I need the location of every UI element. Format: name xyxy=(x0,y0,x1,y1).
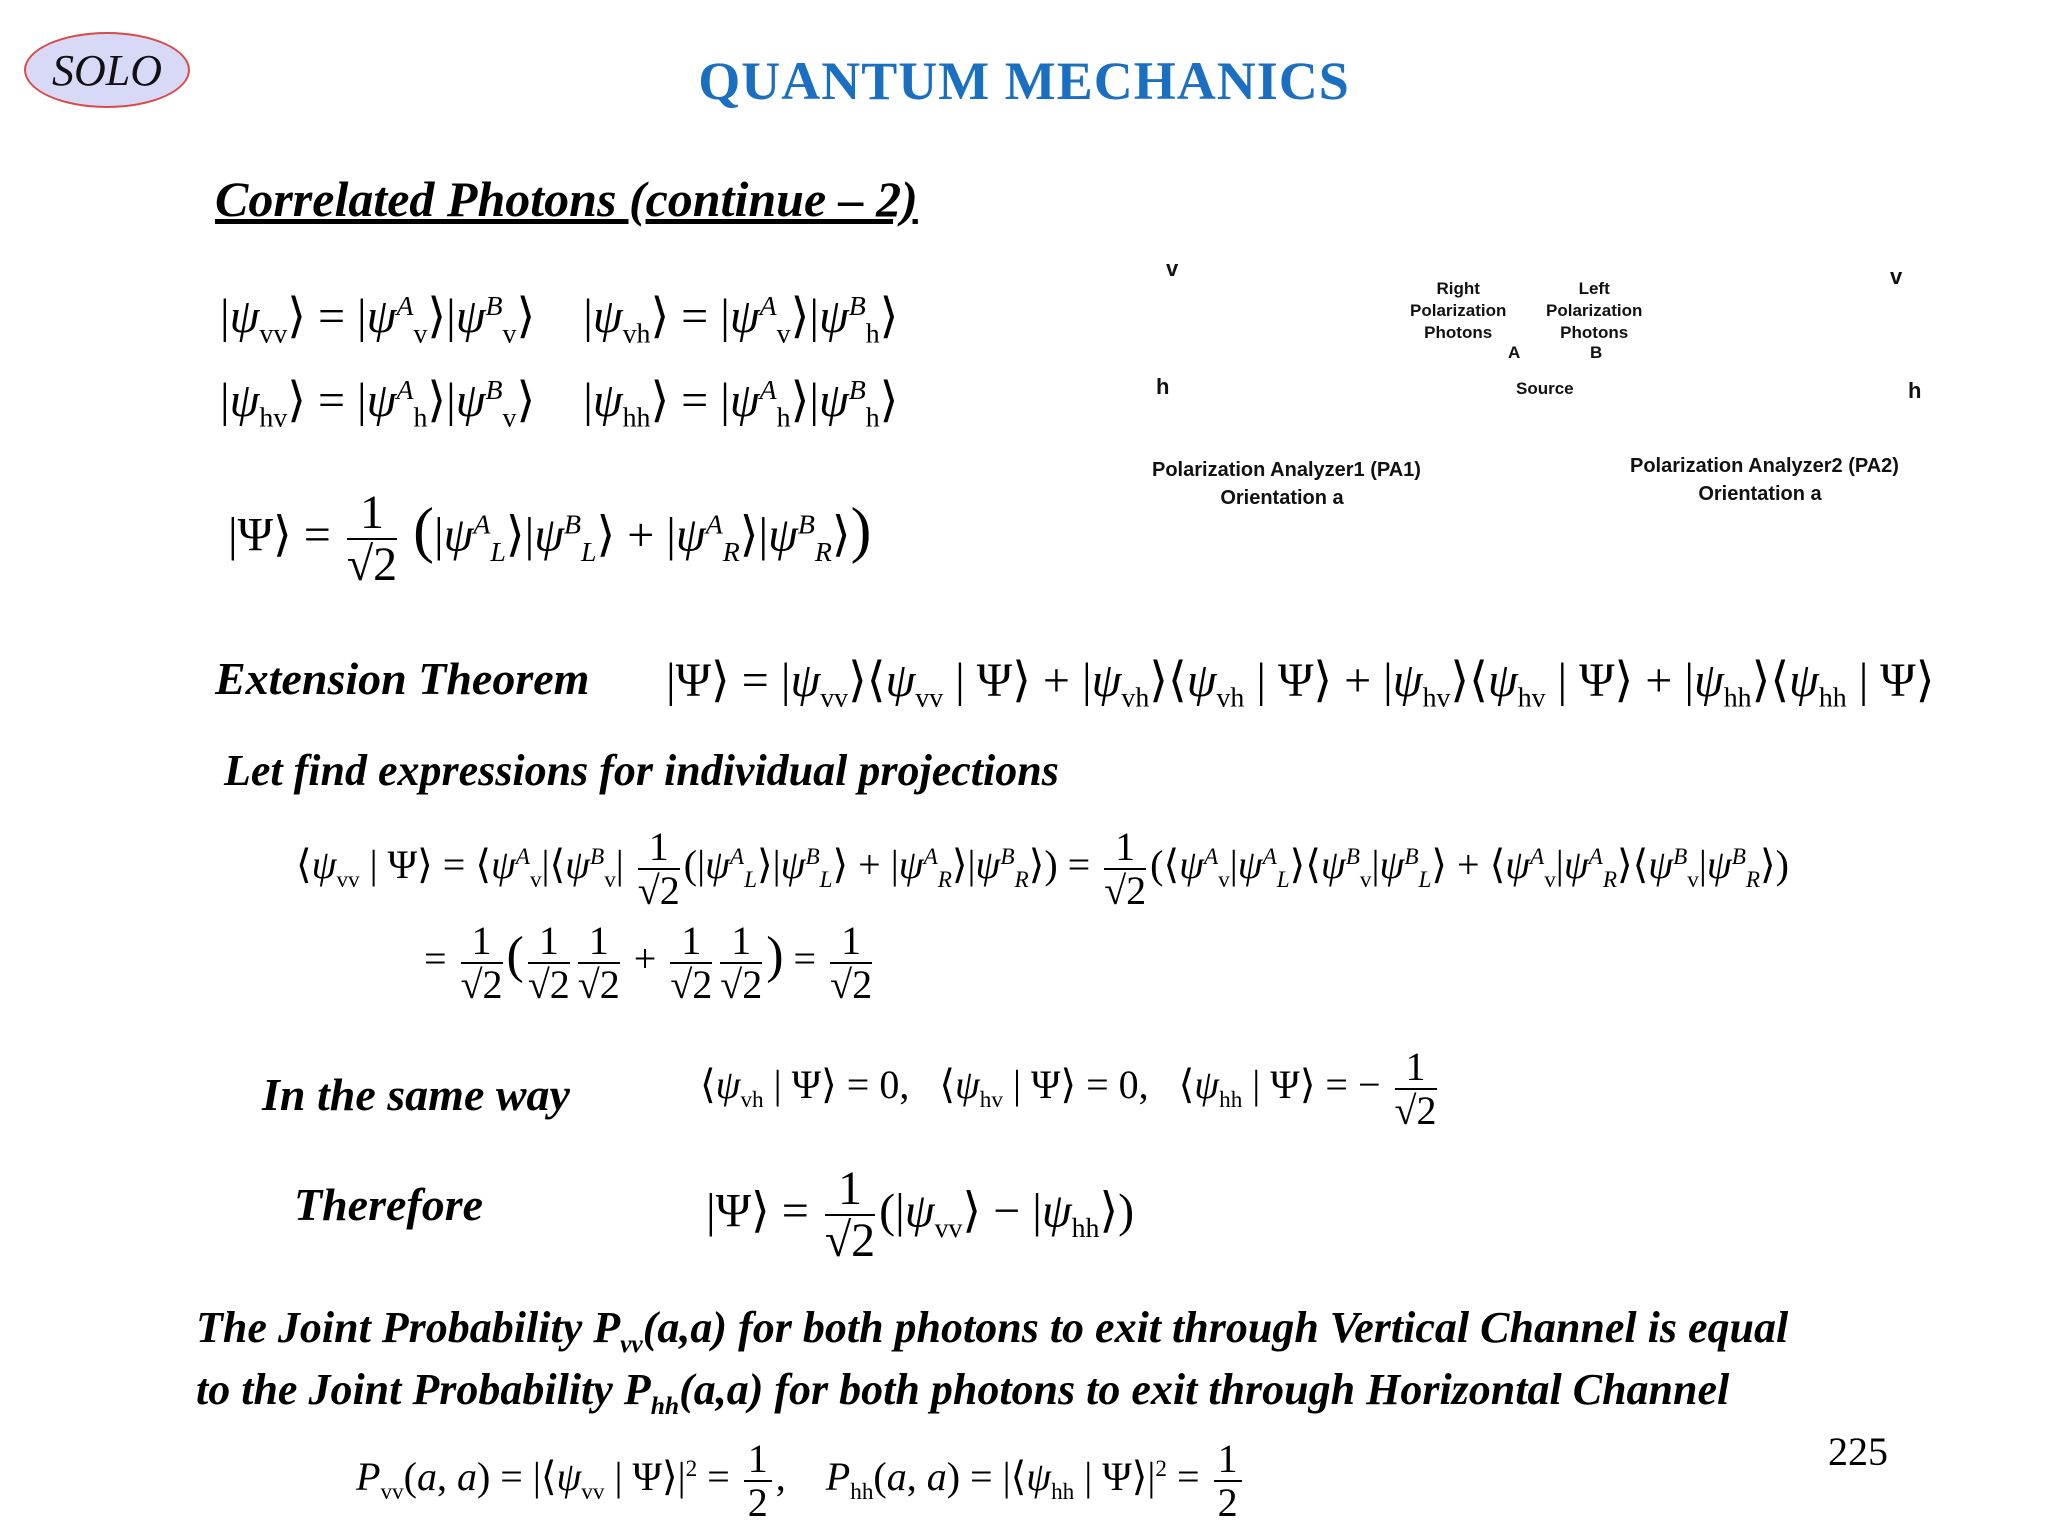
equation-extension-theorem: |Ψ⟩ = $|\psi_{vv}⟩⟨\psi_{vv}$ | Ψ⟩ + $|\psi_{vh}⟩⟨\psi_{vh}$ | Ψ⟩ + $|\psi_{hv}⟩⟨\psi_{hv}$ | Ψ⟩ + $|\psi_{hh}⟩⟨\psi_{hh}$ | Ψ⟩ xyxy=(666,654,1935,714)
equation-projection-vv: $⟨\psi_{vv}$ | Ψ⟩ = $⟨\psi^A_v|⟨\psi^B_v|$ $\frac{1}{√2}$ ($|\psi^A_L⟩|\psi^B_L⟩$ + $|\psi^A_R⟩|\psi^B_R⟩$) = $\frac{1}{√2}$ ($⟨\psi^A_v|\psi^A_L⟩⟨\psi^B_v|\psi^B_L⟩$ + $⟨\psi^A_v|\psi^A_R⟩⟨\psi^B_v|\psi^B_R⟩$) xyxy=(296,824,1789,913)
diagram-b-label: B xyxy=(1590,343,1603,362)
diagram-right-v-label: v xyxy=(1890,264,1903,289)
equation-other-projections: $⟨\psi_{vh}$ | Ψ⟩ = 0, $⟨\psi_{hv}$ | Ψ⟩ = 0, $⟨\psi_{hh}$ | Ψ⟩ = − $\frac{1}{√2}$ xyxy=(700,1044,1437,1133)
joint-probability-line1: The Joint Probability $P_{vv}(a,a)$ for both photons to exit through Vertical Channel is equal xyxy=(196,1303,1789,1358)
diagram-pa1-label: Polarization Analyzer1 (PA1) Orientation a xyxy=(1152,459,1421,509)
diagram-pa2-label: Polarization Analyzer2 (PA2) Orientation a xyxy=(1630,455,1899,505)
equation-joint-probabilities: $P_{vv}(a$, $a) = |⟨\psi_{vv}$ | $\Psi⟩|^2$ = $\frac{1}{2}$ , $P_{hh}(a$, $a) = |⟨\psi_{hh}$ | $\Psi⟩|^2$ = $\frac{1}{2}$ xyxy=(356,1438,1246,1524)
diagram-right-h-label: h xyxy=(1908,378,1922,403)
equation-psi-hv-hh: $|\psi_{hv}⟩$ = $|\psi^A_h⟩|\psi^B_v⟩$ $|\psi_{hh}⟩$ = $|\psi^A_h⟩|\psi^B_h⟩$ xyxy=(220,374,899,434)
let-find-label: Let find expressions for individual projections xyxy=(224,746,1059,795)
extension-theorem-label: Extension Theorem xyxy=(215,653,590,704)
diagram-left-v-label: v xyxy=(1166,256,1179,281)
equation-therefore: |Ψ⟩ = $\frac{1}{√2}$ ($|\psi_{vv}⟩$ − $|\psi_{hh}⟩$) xyxy=(706,1162,1135,1268)
equation-psi-vv-vh: $|\psi_{vv}⟩$ = $|\psi^A_v⟩|\psi^B_v⟩$ $|\psi_{vh}⟩$ = $|\psi^A_v⟩|\psi^B_h⟩$ xyxy=(220,290,899,350)
logo-text: SOLO xyxy=(51,45,163,95)
equation-psi-state: |Ψ⟩ = $\frac{1}{√2}$ ($|\psi^A_L⟩|\psi^B_L⟩$ + $|\psi^A_R⟩|\psi^B_R⟩$) xyxy=(228,486,872,592)
same-way-label: In the same way xyxy=(262,1069,570,1120)
section-title: Correlated Photons (continue – 2) xyxy=(215,171,918,227)
diagram-source-label: Source xyxy=(1516,379,1574,398)
equation-projection-vv-value: = $\frac{1}{√2}$ ( $\frac{1}{√2}$ $\frac{1}{√2}$ + $\frac{1}{√2}$ $\frac{1}{√2}$ ) = $\frac{1}{√2}$ xyxy=(424,918,873,1007)
page-title: QUANTUM MECHANICS xyxy=(698,51,1350,111)
diagram-left-h-label: h xyxy=(1156,374,1170,399)
therefore-label: Therefore xyxy=(294,1179,484,1230)
diagram-left-photons-label: Left Polarization Photons xyxy=(1546,279,1643,343)
joint-probability-line2: to the Joint Probability $P_{hh}(a,a)$ for both photons to exit through Horizontal Channel xyxy=(196,1365,1730,1420)
diagram-a-label: A xyxy=(1508,343,1521,362)
page-number: 225 xyxy=(1828,1429,1888,1474)
diagram-right-photons-label: Right Polarization Photons xyxy=(1410,279,1507,343)
